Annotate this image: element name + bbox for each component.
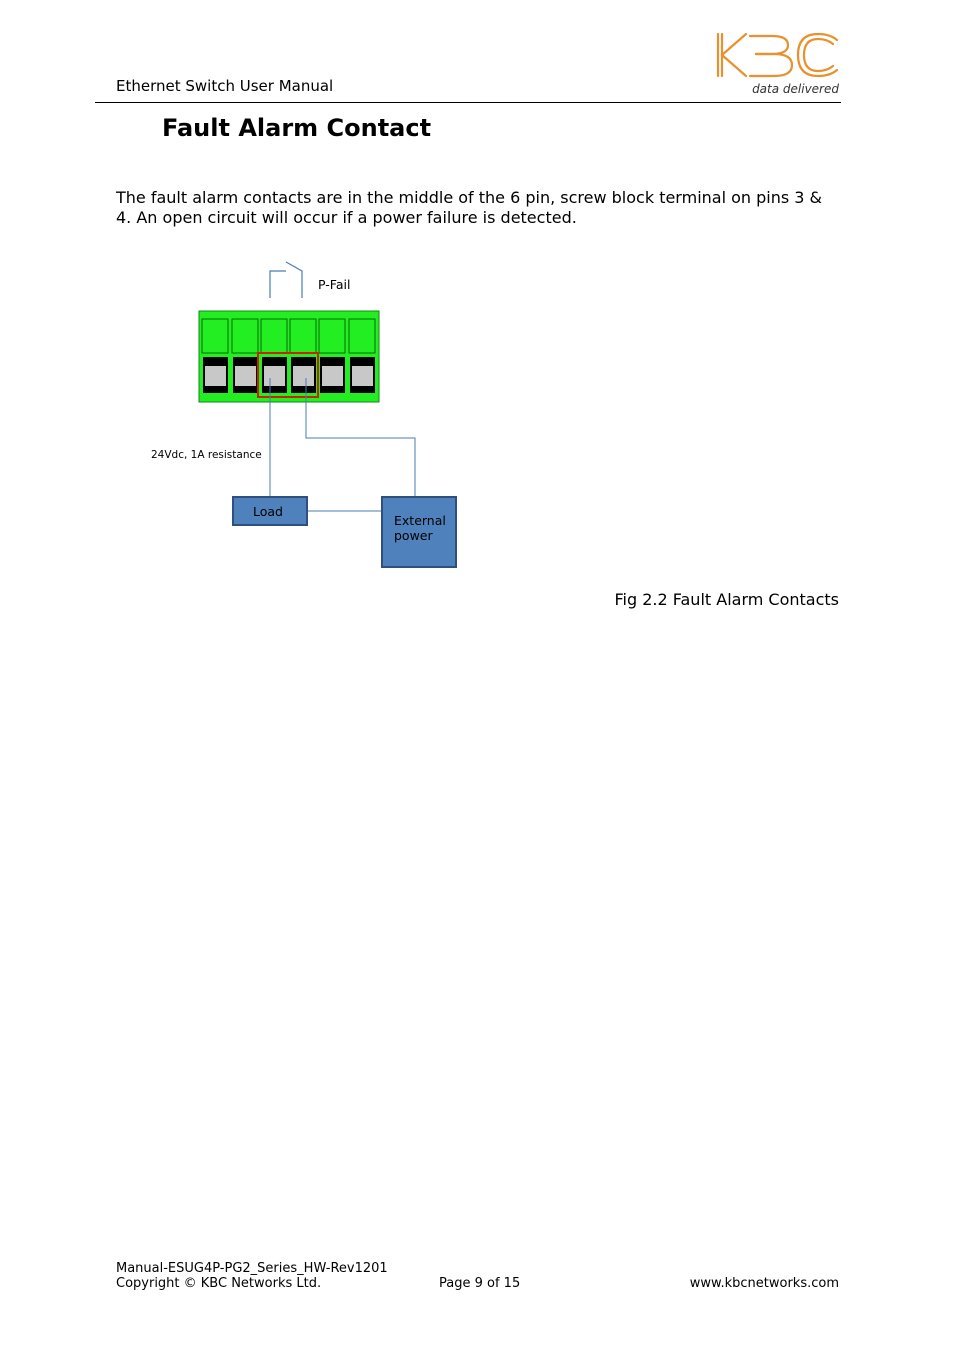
header-divider (95, 102, 841, 103)
body-paragraph: The fault alarm contacts are in the middle of the 6 pin, screw block terminal on pins 3 & 4. An open circuit will occur if a power failure is detected. (116, 188, 823, 227)
terminal-pin-1-top (202, 319, 228, 353)
terminal-pin-2-top (232, 319, 258, 353)
external-power-label-line2: power (394, 528, 433, 543)
terminal-pin-3-top (261, 319, 287, 353)
logo-tagline: data delivered (752, 82, 839, 96)
terminal-screw-3 (264, 366, 285, 386)
resistance-label: 24Vdc, 1A resistance (151, 449, 262, 461)
fault-alarm-diagram (140, 255, 470, 575)
terminal-screw-1 (205, 366, 226, 386)
external-power-label-line1: External (394, 513, 446, 528)
figure-caption: Fig 2.2 Fault Alarm Contacts (614, 590, 839, 609)
terminal-pin-5-top (319, 319, 345, 353)
terminal-pin-4-top (290, 319, 316, 353)
load-label: Load (253, 504, 283, 519)
terminal-pin-6-top (349, 319, 375, 353)
relay-switch-symbol (270, 262, 302, 298)
terminal-screw-6 (352, 366, 373, 386)
footer-page-number: Page 9 of 15 (439, 1276, 521, 1291)
terminal-screw-4 (293, 366, 314, 386)
terminal-block (199, 311, 379, 402)
switch-label: P-Fail (318, 277, 351, 292)
footer-website: www.kbcnetworks.com (689, 1276, 839, 1291)
section-title: Fault Alarm Contact (162, 114, 432, 142)
terminal-screw-5 (322, 366, 343, 386)
footer-doc-id: Manual-ESUG4P-PG2_Series_HW-Rev1201 (116, 1261, 388, 1276)
header-title: Ethernet Switch User Manual (116, 77, 334, 95)
footer-copyright: Copyright © KBC Networks Ltd. (116, 1276, 322, 1291)
terminal-screw-2 (235, 366, 256, 386)
